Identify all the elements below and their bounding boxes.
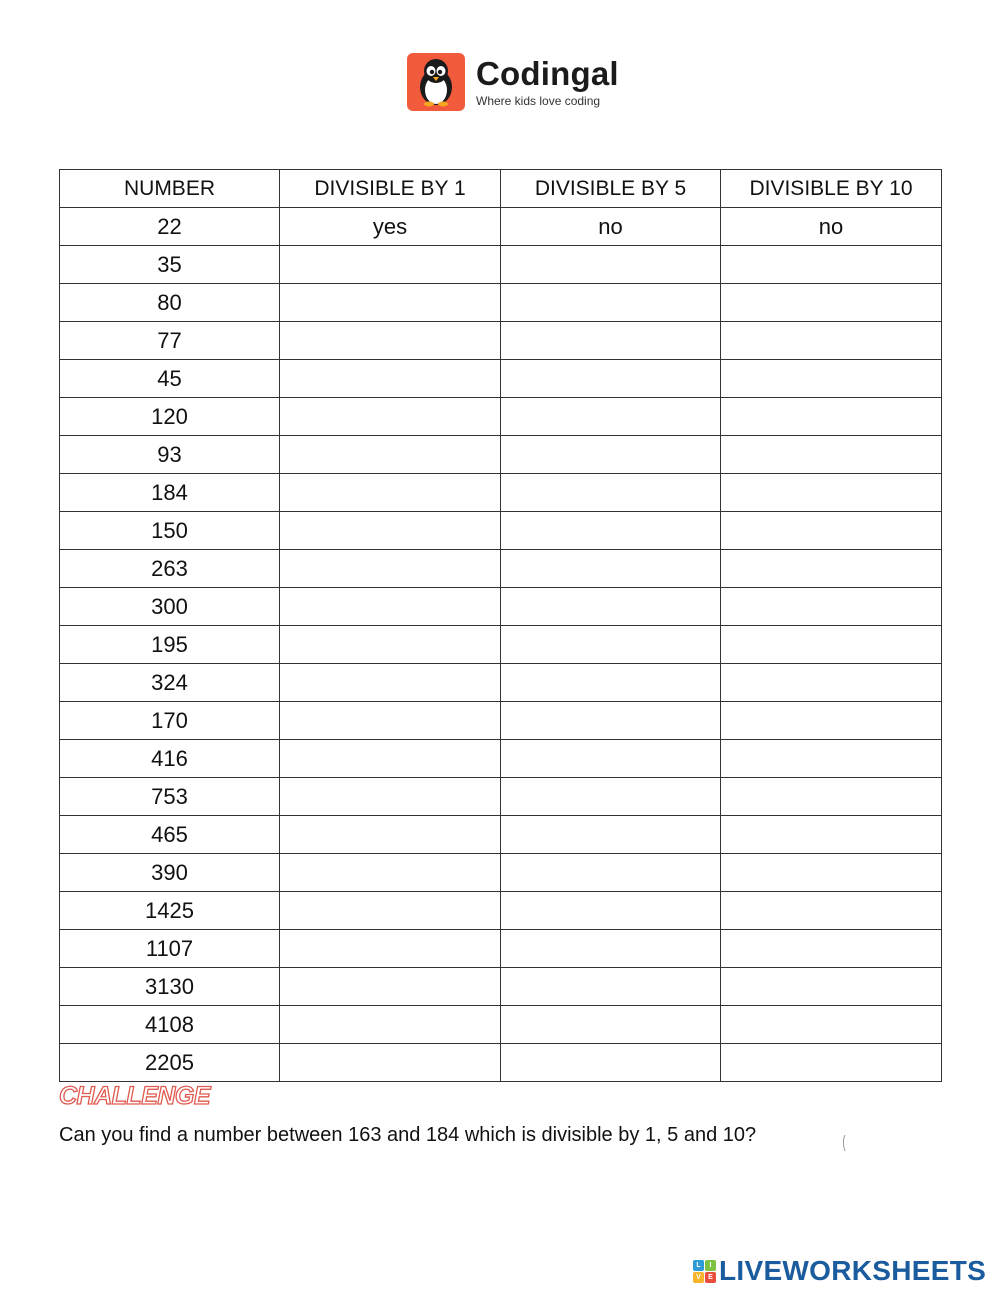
answer-cell[interactable] <box>501 246 721 284</box>
answer-cell[interactable] <box>721 398 942 436</box>
answer-cell[interactable] <box>501 360 721 398</box>
answer-cell[interactable] <box>280 474 501 512</box>
answer-cell[interactable] <box>280 702 501 740</box>
answer-cell[interactable] <box>501 702 721 740</box>
answer-cell[interactable] <box>721 930 942 968</box>
brand-tagline: Where kids love coding <box>476 93 601 108</box>
table-row <box>60 360 942 398</box>
answer-cell[interactable] <box>721 246 942 284</box>
answer-cell[interactable] <box>501 550 721 588</box>
answer-cell[interactable] <box>501 398 721 436</box>
liveworksheets-wordmark: LIVEWORKSHEETS <box>719 1255 987 1286</box>
column-header: DIVISIBLE BY 5 <box>501 170 721 208</box>
number-cell: 184 <box>60 474 280 512</box>
answer-cell[interactable] <box>280 930 501 968</box>
number-cell: 170 <box>60 702 280 740</box>
answer-cell[interactable] <box>501 626 721 664</box>
answer-cell[interactable] <box>721 322 942 360</box>
answer-cell[interactable] <box>721 626 942 664</box>
answer-cell[interactable] <box>721 664 942 702</box>
answer-cell[interactable] <box>280 1044 501 1082</box>
divisibility-table <box>59 169 942 1082</box>
number-cell: 77 <box>60 322 280 360</box>
answer-cell[interactable]: no <box>501 208 721 246</box>
answer-cell[interactable] <box>280 284 501 322</box>
table-row <box>60 512 942 550</box>
answer-cell[interactable] <box>721 702 942 740</box>
table-row <box>60 1044 942 1082</box>
answer-cell[interactable] <box>280 892 501 930</box>
table-row <box>60 246 942 284</box>
answer-cell[interactable] <box>280 740 501 778</box>
codingal-logo <box>407 53 619 111</box>
answer-cell[interactable] <box>721 816 942 854</box>
number-cell: 390 <box>60 854 280 892</box>
answer-cell[interactable] <box>501 284 721 322</box>
answer-cell[interactable] <box>721 854 942 892</box>
answer-cell[interactable] <box>501 740 721 778</box>
number-cell: 753 <box>60 778 280 816</box>
answer-cell[interactable] <box>501 322 721 360</box>
stray-mark <box>842 1134 846 1152</box>
liveworksheets-logo <box>693 1255 986 1287</box>
table-row <box>60 626 942 664</box>
answer-cell[interactable] <box>501 664 721 702</box>
answer-cell[interactable] <box>501 1044 721 1082</box>
answer-cell[interactable] <box>280 246 501 284</box>
challenge-title: CHALLENGE <box>59 1082 211 1110</box>
answer-cell[interactable] <box>280 1006 501 1044</box>
answer-cell[interactable] <box>280 512 501 550</box>
answer-cell[interactable] <box>501 436 721 474</box>
number-cell: 120 <box>60 398 280 436</box>
table-row <box>60 322 942 360</box>
answer-cell[interactable] <box>721 1044 942 1082</box>
table-row <box>60 550 942 588</box>
answer-cell[interactable] <box>721 474 942 512</box>
answer-cell[interactable] <box>280 626 501 664</box>
answer-cell[interactable] <box>721 550 942 588</box>
number-cell: 80 <box>60 284 280 322</box>
table-row <box>60 816 942 854</box>
answer-cell[interactable] <box>280 778 501 816</box>
number-cell: 4108 <box>60 1006 280 1044</box>
answer-cell[interactable] <box>501 930 721 968</box>
answer-cell[interactable] <box>280 968 501 1006</box>
answer-cell[interactable] <box>721 512 942 550</box>
answer-cell[interactable] <box>280 816 501 854</box>
answer-cell[interactable] <box>721 436 942 474</box>
answer-cell[interactable] <box>280 398 501 436</box>
answer-cell[interactable] <box>721 892 942 930</box>
table-row <box>60 474 942 512</box>
answer-cell[interactable] <box>280 588 501 626</box>
answer-cell[interactable]: no <box>721 208 942 246</box>
answer-cell[interactable] <box>501 778 721 816</box>
answer-cell[interactable] <box>721 1006 942 1044</box>
table-row <box>60 208 942 246</box>
liveworksheets-icon: L I V E <box>693 1260 716 1283</box>
table-row <box>60 1006 942 1044</box>
answer-cell[interactable] <box>721 968 942 1006</box>
table-row <box>60 436 942 474</box>
answer-cell[interactable] <box>501 588 721 626</box>
penguin-icon <box>407 53 465 111</box>
answer-cell[interactable] <box>721 588 942 626</box>
answer-cell[interactable] <box>721 778 942 816</box>
table-row <box>60 930 942 968</box>
answer-cell[interactable] <box>280 360 501 398</box>
answer-cell[interactable] <box>280 322 501 360</box>
table-row <box>60 588 942 626</box>
number-cell: 3130 <box>60 968 280 1006</box>
number-cell: 2205 <box>60 1044 280 1082</box>
challenge-question: Can you find a number between 163 and 184 which is divisible by 1, 5 and 10? <box>59 1124 757 1146</box>
answer-cell[interactable] <box>501 474 721 512</box>
brand-name: Codingal <box>476 54 619 92</box>
number-cell: 1107 <box>60 930 280 968</box>
table-row <box>60 702 942 740</box>
answer-cell[interactable] <box>501 816 721 854</box>
table-row <box>60 854 942 892</box>
table-row <box>60 664 942 702</box>
number-cell: 195 <box>60 626 280 664</box>
table-header-row <box>60 170 942 208</box>
answer-cell[interactable] <box>501 854 721 892</box>
table-row <box>60 398 942 436</box>
answer-cell[interactable] <box>280 436 501 474</box>
answer-cell[interactable] <box>280 854 501 892</box>
number-cell: 45 <box>60 360 280 398</box>
table-row <box>60 740 942 778</box>
table-row <box>60 778 942 816</box>
answer-cell[interactable] <box>501 892 721 930</box>
number-cell: 35 <box>60 246 280 284</box>
table-row <box>60 284 942 322</box>
number-cell: 263 <box>60 550 280 588</box>
answer-cell[interactable] <box>721 360 942 398</box>
answer-cell[interactable] <box>501 512 721 550</box>
answer-cell[interactable] <box>501 1006 721 1044</box>
answer-cell[interactable]: yes <box>280 208 501 246</box>
column-header: NUMBER <box>60 170 280 208</box>
answer-cell[interactable] <box>280 550 501 588</box>
number-cell: 93 <box>60 436 280 474</box>
number-cell: 1425 <box>60 892 280 930</box>
table-row <box>60 892 942 930</box>
column-header: DIVISIBLE BY 1 <box>280 170 501 208</box>
number-cell: 150 <box>60 512 280 550</box>
number-cell: 416 <box>60 740 280 778</box>
number-cell: 465 <box>60 816 280 854</box>
number-cell: 22 <box>60 208 280 246</box>
table-row <box>60 968 942 1006</box>
column-header: DIVISIBLE BY 10 <box>721 170 942 208</box>
answer-cell[interactable] <box>721 740 942 778</box>
answer-cell[interactable] <box>280 664 501 702</box>
number-cell: 300 <box>60 588 280 626</box>
answer-cell[interactable] <box>721 284 942 322</box>
number-cell: 324 <box>60 664 280 702</box>
answer-cell[interactable] <box>501 968 721 1006</box>
